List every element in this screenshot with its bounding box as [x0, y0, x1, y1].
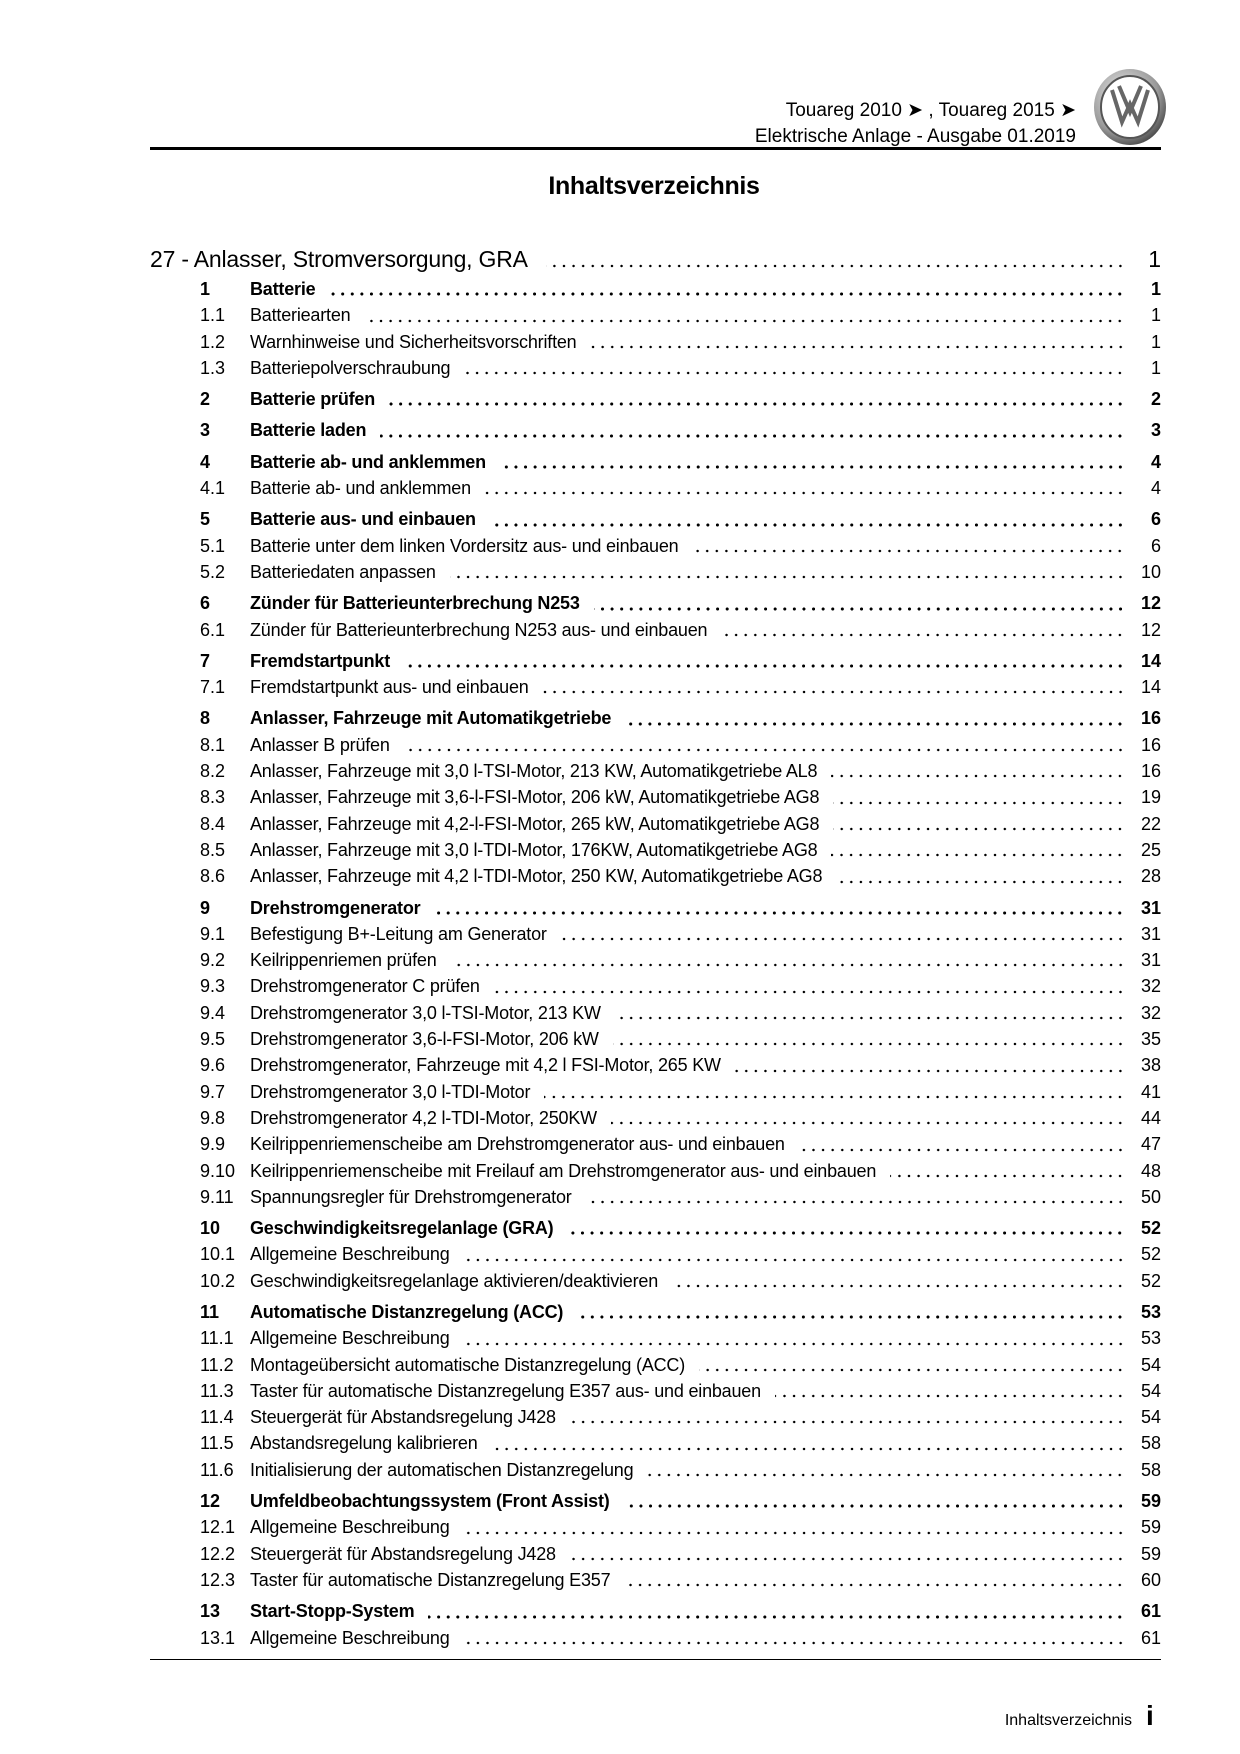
entry-page: 3	[1150, 420, 1161, 441]
entry-number: 6.1	[200, 619, 226, 640]
entry-number: 8.6	[200, 866, 226, 887]
entry-number: 8	[200, 708, 211, 729]
entry-page: 1	[1150, 305, 1161, 326]
toc-entry[interactable]	[150, 1105, 1161, 1131]
entry-page: 54	[1140, 1354, 1161, 1375]
entry-title: Steuergerät für Abstandsregelung J428	[250, 1543, 556, 1564]
entry-title: Fremdstartpunkt	[250, 650, 391, 671]
toc-entry[interactable]	[150, 1131, 1161, 1157]
toc-entry[interactable]	[150, 784, 1161, 810]
entry-page: 59	[1140, 1543, 1161, 1564]
entry-number: 11.3	[200, 1380, 234, 1401]
entry-number: 11	[200, 1301, 220, 1322]
entry-title: Initialisierung der automatischen Distanzregelung	[250, 1459, 634, 1480]
entry-title: Drehstromgenerator 4,2 l-TDI-Motor, 250KW	[250, 1107, 597, 1128]
entry-number: 4.1	[200, 478, 226, 499]
dot-leader	[692, 549, 1125, 553]
chapter-page: 1	[1148, 246, 1161, 272]
entry-title: Keilrippenriemen prüfen	[250, 950, 437, 971]
entry-number: 9.8	[200, 1107, 226, 1128]
dot-leader	[625, 722, 1125, 726]
entry-number: 9.6	[200, 1055, 226, 1076]
entry-title: Abstandsregelung kalibrieren	[250, 1433, 478, 1454]
dot-leader	[380, 434, 1125, 438]
entry-page: 32	[1140, 1002, 1161, 1023]
toc-entry[interactable]	[150, 475, 1161, 501]
dot-leader	[624, 1504, 1125, 1508]
dot-leader	[833, 801, 1125, 805]
toc-entry[interactable]	[150, 1158, 1161, 1184]
toc-entry[interactable]	[150, 1567, 1161, 1593]
toc-entry[interactable]	[150, 1541, 1161, 1567]
entry-title: Keilrippenriemenscheibe am Drehstromgenerator aus- und einbauen	[250, 1134, 785, 1155]
toc-entry[interactable]	[150, 1430, 1161, 1456]
toc-entry[interactable]	[150, 276, 1161, 302]
dot-leader	[831, 853, 1125, 857]
entry-title: Geschwindigkeitsregelanlage (GRA)	[250, 1218, 554, 1239]
dot-leader	[364, 319, 1125, 323]
entry-number: 1.3	[200, 357, 226, 378]
entry-title: Drehstromgenerator 3,0 l-TSI-Motor, 213 KW	[250, 1002, 601, 1023]
dot-leader	[831, 774, 1125, 778]
dot-leader	[833, 827, 1125, 831]
entry-number: 11.1	[200, 1328, 234, 1349]
entry-page: 59	[1140, 1517, 1161, 1538]
toc-entry[interactable]	[150, 1052, 1161, 1078]
entry-title: Allgemeine Beschreibung	[250, 1517, 450, 1538]
toc-entry[interactable]	[150, 1378, 1161, 1404]
entry-title: Anlasser, Fahrzeuge mit 4,2 l-TDI-Motor, 250 KW, Automatikgetriebe AG8	[250, 866, 823, 887]
entry-title: Allgemeine Beschreibung	[250, 1328, 450, 1349]
dot-leader	[672, 1284, 1125, 1288]
dot-leader	[567, 1231, 1125, 1235]
header-edition: Elektrische Anlage - Ausgabe 01.2019	[754, 126, 1076, 147]
entry-page: 32	[1140, 976, 1161, 997]
dot-leader	[464, 1342, 1125, 1346]
entry-title: Batteriepolverschraubung	[250, 357, 451, 378]
toc-entry[interactable]	[150, 1215, 1161, 1241]
entry-page: 52	[1140, 1218, 1161, 1239]
dot-leader	[561, 937, 1125, 941]
toc-entry[interactable]	[150, 732, 1161, 758]
entry-title: Steuergerät für Abstandsregelung J428	[250, 1407, 556, 1428]
dot-leader	[799, 1148, 1125, 1152]
entry-number: 9.5	[200, 1029, 226, 1050]
toc-entry[interactable]	[150, 449, 1161, 475]
entry-page: 28	[1140, 866, 1161, 887]
toc-entry[interactable]	[150, 1514, 1161, 1540]
entry-number: 10.2	[200, 1270, 236, 1291]
entry-title: Anlasser, Fahrzeuge mit Automatikgetriebe	[250, 708, 612, 729]
entry-title: Batteriedaten anpassen	[250, 561, 436, 582]
entry-title: Drehstromgenerator 3,0 l-TDI-Motor	[250, 1081, 531, 1102]
entry-page: 52	[1140, 1270, 1161, 1291]
entry-page: 1	[1150, 279, 1161, 299]
entry-page: 48	[1140, 1160, 1161, 1181]
entry-number: 7.1	[200, 677, 226, 698]
entry-page: 58	[1140, 1433, 1161, 1454]
entry-number: 12.3	[200, 1569, 236, 1590]
entry-title: Zünder für Batterieunterbrechung N253	[250, 593, 580, 614]
entry-title: Anlasser, Fahrzeuge mit 3,0 l-TDI-Motor, 176KW, Automatikgetriebe AG8	[250, 839, 818, 860]
entry-page: 10	[1140, 561, 1161, 582]
entry-title: Zünder für Batterieunterbrechung N253 aus- und einbauen	[250, 619, 708, 640]
entry-page: 1	[1150, 331, 1161, 352]
entry-title: Batteriearten	[250, 305, 351, 326]
dot-leader	[611, 1121, 1125, 1125]
toc-entry[interactable]	[150, 533, 1161, 559]
entry-number: 1.2	[200, 331, 226, 352]
entry-page: 38	[1140, 1055, 1161, 1076]
dot-leader	[615, 1016, 1125, 1020]
entry-title: Allgemeine Beschreibung	[250, 1627, 450, 1648]
entry-page: 50	[1140, 1186, 1161, 1207]
vw-logo-icon	[1092, 68, 1168, 146]
entry-page: 16	[1140, 734, 1161, 755]
entry-title: Batterie prüfen	[250, 389, 376, 410]
entry-number: 9.9	[200, 1134, 226, 1155]
entry-number: 4	[200, 451, 211, 472]
entry-page: 53	[1140, 1328, 1161, 1349]
header-rule	[150, 147, 1161, 150]
toc-entry[interactable]	[150, 1241, 1161, 1267]
entry-page: 44	[1140, 1107, 1161, 1128]
entry-title: Batterie unter dem linken Vordersitz aus- und einbauen	[250, 535, 679, 556]
dot-leader	[890, 1174, 1125, 1178]
entry-number: 8.5	[200, 839, 226, 860]
toc-entry[interactable]	[150, 1488, 1161, 1514]
dot-leader	[591, 345, 1126, 349]
entry-number: 5.1	[200, 535, 226, 556]
toc-entry[interactable]	[150, 1299, 1161, 1325]
dot-leader	[404, 664, 1125, 668]
entry-title: Taster für automatische Distanzregelung E357	[250, 1569, 611, 1590]
dot-leader	[570, 1557, 1125, 1561]
entry-title: Batterie laden	[250, 420, 367, 441]
entry-title: Drehstromgenerator 3,6-l-FSI-Motor, 206 kW	[250, 1029, 599, 1050]
entry-number: 13	[200, 1601, 221, 1622]
dot-leader	[451, 963, 1125, 967]
entry-title: Fremdstartpunkt aus- und einbauen	[250, 677, 529, 698]
entry-number: 5	[200, 509, 211, 530]
entry-page: 25	[1140, 839, 1161, 860]
entry-page: 54	[1140, 1407, 1161, 1428]
entry-page: 19	[1140, 787, 1161, 808]
entry-page: 61	[1140, 1627, 1161, 1648]
entry-title: Anlasser, Fahrzeuge mit 3,0 l-TSI-Motor, 213 KW, Automatikgetriebe AL8	[250, 761, 818, 782]
entry-number: 12	[200, 1491, 221, 1512]
toc-chapter[interactable]	[150, 242, 1161, 276]
dot-leader	[594, 607, 1125, 611]
entry-number: 10.1	[200, 1244, 236, 1265]
entry-title: Befestigung B+-Leitung am Generator	[250, 923, 547, 944]
entry-title: Drehstromgenerator C prüfen	[250, 976, 480, 997]
dot-leader	[836, 880, 1125, 884]
entry-title: Geschwindigkeitsregelanlage aktivieren/deaktivieren	[250, 1270, 659, 1291]
entry-number: 1.1	[200, 305, 226, 326]
footer-page-number: i	[1146, 1700, 1154, 1731]
entry-page: 31	[1140, 950, 1161, 971]
toc-entry[interactable]	[150, 1457, 1161, 1483]
entry-number: 2	[200, 389, 211, 410]
entry-page: 61	[1140, 1601, 1161, 1622]
toc-entry[interactable]	[150, 1026, 1161, 1052]
entry-title: Drehstromgenerator, Fahrzeuge mit 4,2 l FSI-Motor, 265 KW	[250, 1055, 721, 1076]
entry-number: 8.4	[200, 813, 226, 834]
dot-leader	[500, 465, 1125, 469]
dot-leader	[464, 1258, 1125, 1262]
dot-leader	[492, 1447, 1125, 1451]
toc-entry[interactable]	[150, 1404, 1161, 1430]
entry-number: 9	[200, 897, 211, 918]
dot-leader	[699, 1368, 1125, 1372]
entry-page: 12	[1140, 619, 1161, 640]
entry-number: 9.2	[200, 950, 226, 971]
entry-number: 11.5	[200, 1433, 234, 1454]
entry-number: 12.2	[200, 1543, 236, 1564]
entry-number: 1	[200, 279, 211, 299]
footer-label: Inhaltsverzeichnis	[1004, 1712, 1132, 1729]
dot-leader	[494, 990, 1125, 994]
entry-title: Taster für automatische Distanzregelung E357 aus- und einbauen	[250, 1380, 761, 1401]
toc-entry[interactable]	[150, 1325, 1161, 1351]
entry-page: 31	[1140, 897, 1161, 918]
entry-title: Batterie aus- und einbauen	[250, 509, 476, 530]
toc-entry[interactable]	[150, 648, 1161, 674]
dot-leader	[464, 1531, 1125, 1535]
dot-leader	[544, 1095, 1125, 1099]
toc-entry[interactable]	[150, 1184, 1161, 1210]
entry-title: Drehstromgenerator	[250, 897, 421, 918]
entry-number: 9.7	[200, 1081, 226, 1102]
dot-leader	[647, 1473, 1125, 1477]
dot-leader	[450, 575, 1125, 579]
toc-entry[interactable]	[150, 811, 1161, 837]
toc-entry[interactable]	[150, 758, 1161, 784]
entry-page: 60	[1140, 1569, 1161, 1590]
entry-number: 7	[200, 650, 211, 671]
toc-entry[interactable]	[150, 705, 1161, 731]
entry-title: Batterie ab- und anklemmen	[250, 451, 486, 472]
entry-page: 1	[1150, 357, 1161, 378]
entry-page: 41	[1140, 1081, 1161, 1102]
entry-title: Anlasser B prüfen	[250, 734, 390, 755]
entry-page: 58	[1140, 1459, 1161, 1480]
entry-page: 16	[1140, 708, 1161, 729]
page-title: Inhaltsverzeichnis	[548, 172, 760, 200]
entry-number: 8.1	[200, 734, 226, 755]
dot-leader	[775, 1394, 1125, 1398]
chapter-title: 27 - Anlasser, Stromversorgung, GRA	[150, 246, 528, 272]
dot-leader	[735, 1069, 1125, 1073]
toc-entry[interactable]	[150, 1625, 1161, 1651]
entry-title: Montageübersicht automatische Distanzregelung (ACC)	[250, 1354, 686, 1375]
entry-title: Spannungsregler für Drehstromgenerator	[250, 1186, 572, 1207]
entry-page: 2	[1150, 389, 1161, 410]
entry-number: 11.4	[200, 1407, 234, 1428]
dot-leader	[570, 1420, 1125, 1424]
entry-number: 5.2	[200, 561, 226, 582]
dot-leader	[577, 1315, 1125, 1319]
dot-leader	[428, 1615, 1125, 1619]
entry-number: 6	[200, 593, 211, 614]
entry-page: 59	[1140, 1491, 1161, 1512]
entry-number: 12.1	[200, 1517, 236, 1538]
entry-page: 6	[1150, 509, 1161, 530]
entry-page: 4	[1150, 451, 1161, 472]
entry-page: 54	[1140, 1380, 1161, 1401]
entry-title: Batterie ab- und anklemmen	[250, 478, 471, 499]
dot-leader	[389, 402, 1125, 406]
entry-number: 9.3	[200, 976, 226, 997]
entry-page: 47	[1140, 1134, 1161, 1155]
entry-title: Umfeldbeobachtungssystem (Front Assist)	[250, 1491, 610, 1512]
entry-title: Start-Stopp-System	[250, 1601, 415, 1622]
entry-number: 11.6	[200, 1459, 234, 1480]
entry-page: 53	[1140, 1301, 1161, 1322]
entry-number: 8.2	[200, 761, 226, 782]
toc-entry[interactable]	[150, 559, 1161, 585]
footer-rule	[150, 1659, 1161, 1660]
dot-leader	[586, 1200, 1125, 1204]
entry-number: 13.1	[200, 1627, 236, 1648]
dot-leader	[329, 292, 1125, 296]
entry-number: 11.2	[200, 1354, 234, 1375]
entry-title: Keilrippenriemenscheibe mit Freilauf am Drehstromgenerator aus- und einbauen	[250, 1160, 877, 1181]
dot-leader	[404, 748, 1125, 752]
entry-page: 12	[1140, 593, 1161, 614]
entry-page: 4	[1150, 478, 1161, 499]
toc-entry[interactable]	[150, 329, 1161, 355]
toc-entry[interactable]	[150, 863, 1161, 889]
entry-title: Batterie	[250, 279, 316, 299]
entry-page: 35	[1140, 1029, 1161, 1050]
entry-page: 52	[1140, 1244, 1161, 1265]
header-models: Touareg 2010 ➤ , Touareg 2015 ➤	[785, 100, 1076, 121]
entry-title: Anlasser, Fahrzeuge mit 4,2-l-FSI-Motor, 265 kW, Automatikgetriebe AG8	[250, 813, 820, 834]
toc-entry[interactable]	[150, 302, 1161, 328]
toc-entry[interactable]	[150, 355, 1161, 381]
dot-leader	[490, 523, 1125, 527]
toc-entry[interactable]	[150, 973, 1161, 999]
dot-leader	[434, 911, 1125, 915]
entry-number: 9.11	[200, 1186, 234, 1207]
toc-entry[interactable]	[150, 947, 1161, 973]
toc-entry[interactable]	[150, 417, 1161, 443]
toc-entry[interactable]	[150, 1079, 1161, 1105]
entry-title: Allgemeine Beschreibung	[250, 1244, 450, 1265]
dot-leader	[485, 491, 1125, 495]
toc-entry[interactable]	[150, 617, 1161, 643]
toc-entry[interactable]	[150, 1000, 1161, 1026]
entry-number: 9.1	[200, 923, 226, 944]
dot-leader	[624, 1583, 1125, 1587]
toc-entry[interactable]	[150, 921, 1161, 947]
toc-entry[interactable]	[150, 674, 1161, 700]
toc-entry[interactable]	[150, 386, 1161, 412]
dot-leader	[546, 264, 1125, 268]
dot-leader	[721, 633, 1125, 637]
toc-entry[interactable]	[150, 895, 1161, 921]
dot-leader	[464, 1641, 1125, 1645]
entry-page: 16	[1140, 761, 1161, 782]
entry-number: 9.10	[200, 1160, 236, 1181]
entry-title: Automatische Distanzregelung (ACC)	[250, 1301, 564, 1322]
dot-leader	[464, 371, 1125, 375]
dot-leader	[613, 1042, 1125, 1046]
entry-page: 6	[1150, 535, 1161, 556]
dot-leader	[543, 690, 1125, 694]
entry-page: 22	[1140, 813, 1161, 834]
toc-entry[interactable]	[150, 1268, 1161, 1294]
entry-page: 14	[1140, 650, 1161, 671]
entry-number: 3	[200, 420, 211, 441]
entry-title: Warnhinweise und Sicherheitsvorschriften	[250, 331, 577, 352]
entry-page: 31	[1140, 923, 1161, 944]
table-of-contents	[150, 242, 1161, 1651]
toc-entry[interactable]	[150, 1352, 1161, 1378]
toc-entry[interactable]	[150, 590, 1161, 616]
entry-page: 14	[1140, 677, 1161, 698]
entry-number: 8.3	[200, 787, 226, 808]
entry-number: 10	[200, 1218, 221, 1239]
entry-title: Anlasser, Fahrzeuge mit 3,6-l-FSI-Motor, 206 kW, Automatikgetriebe AG8	[250, 787, 820, 808]
toc-entry[interactable]	[150, 506, 1161, 532]
entry-number: 9.4	[200, 1002, 226, 1023]
toc-entry[interactable]	[150, 1598, 1161, 1624]
toc-entry[interactable]	[150, 837, 1161, 863]
